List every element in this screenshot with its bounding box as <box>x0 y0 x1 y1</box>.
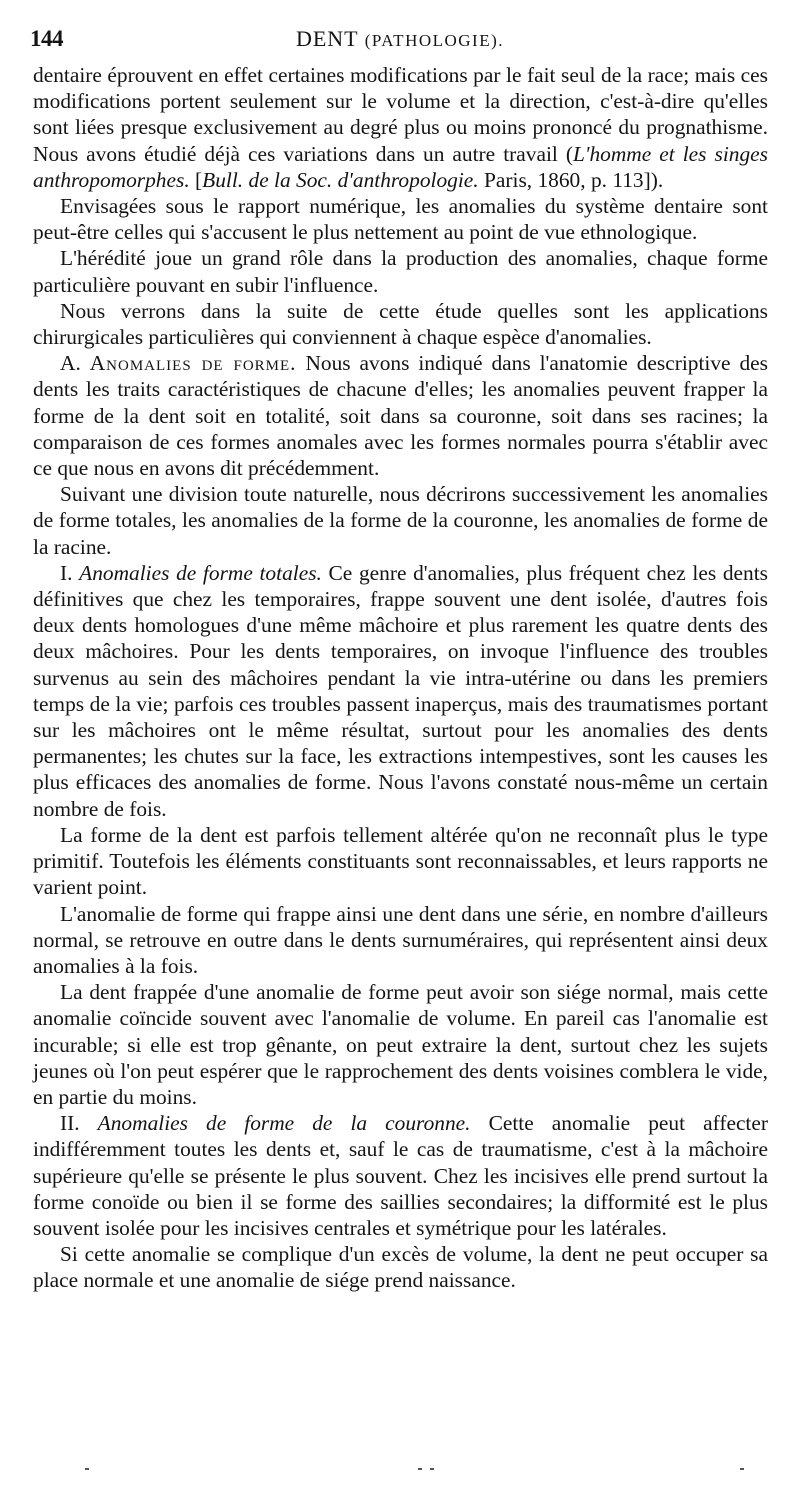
paragraph-text: La dent frappée d'une anomalie de forme peut avoir son siége normal, mais cette anomalie coïncide souvent avec l'anomalie de volume. En pareil cas l'anomalie est incurable; si elle est trop gênante, on peut extraire la dent, surtout chez les sujets jeunes où l'on peut espérer que le rapprochement des dents voisines comblera le vide, en partie du moins. <box>33 980 768 1109</box>
paragraph-text: L'hérédité joue un grand rôle dans la production des anomalies, chaque forme particulière pouvant en subir l'influence. <box>33 246 768 297</box>
running-head <box>30 26 770 52</box>
paragraph <box>33 298 768 350</box>
paragraph-text: Paris, 1860, p. 113]). <box>478 167 664 192</box>
cited-journal: Bull. de la Soc. d'anthropologie. <box>202 167 479 192</box>
subsection-heading: Anomalies de forme de la couronne. <box>97 1111 471 1136</box>
paragraph-text: Nous avons indiqué dans l'anatomie descriptive des dents les traits caractéristiques de chacune d'elles; les anomalies peuvent frapper la forme de la dent soit en totalité, soit dans sa couronne, soit dans ses racines; la comparaison de ces formes anomales avec les formes normales pourra s'établir avec ce que nous en avons dit précédemment. <box>33 351 768 481</box>
paragraph-text: Suivant une division toute naturelle, nous décrirons successivement les anomalies de forme totales, les anomalies de la forme de la couronne, les anomalies de forme de la racine. <box>33 482 768 559</box>
subsection-number: I. <box>60 560 73 585</box>
paragraph <box>33 245 768 297</box>
section-paragraph <box>33 350 768 481</box>
paragraph <box>33 1241 768 1293</box>
subsection-heading: Anomalies de forme totales. <box>79 560 322 585</box>
cited-work-title: L'homme et les singes anthropomorphes. <box>33 141 768 192</box>
speck-mark <box>430 1468 434 1470</box>
section-number: A. <box>60 351 81 376</box>
scan-specks <box>0 1468 800 1478</box>
paragraph <box>33 901 768 980</box>
section-heading: Anomalies de forme. <box>89 351 297 376</box>
paragraph-text: L'anomalie de forme qui frappe ainsi une dent dans une série, en nombre d'ailleurs normal, se retrouve en outre dans le dents surnuméraires, qui représentent ainsi deux anomalies à la fois. <box>33 901 768 978</box>
speck-mark <box>85 1468 89 1470</box>
body-text <box>33 62 768 1294</box>
paragraph-text: Si cette anomalie se complique d'un excès de volume, la dent ne peut occuper sa place normale et une anomalie de siége prend naissance. <box>33 1242 768 1293</box>
speck-mark <box>418 1468 422 1470</box>
speck-mark <box>740 1468 744 1470</box>
subsection-paragraph <box>33 1110 768 1241</box>
running-subtitle: (PATHOLOGIE). <box>364 31 505 50</box>
running-title: DENT <box>295 26 359 51</box>
paragraph-continued <box>33 62 768 193</box>
page-header <box>30 26 770 60</box>
paragraph-text: Nous verrons dans la suite de cette étude quelles sont les applications chirurgicales particulières qui conviennent à chaque espèce d'anomalies. <box>33 298 768 350</box>
paragraph <box>33 481 768 560</box>
paragraph <box>33 822 768 901</box>
paragraph-text: La forme de la dent est parfois tellement altérée qu'on ne reconnaît plus le type primitif. Toutefois les éléments constituants sont reconnaissables, et leurs rapports ne varient point. <box>33 822 768 900</box>
page-number: 144 <box>30 26 63 51</box>
subsection-number: II. <box>60 1111 80 1136</box>
paragraph <box>33 979 768 1110</box>
subsection-paragraph <box>33 560 768 822</box>
paragraph <box>33 193 768 245</box>
paragraph-text: dentaire éprouvent en effet certaines modifications par le fait seul de la race; mais ces modifications portent seulement sur le volume et la direction, c'est-à-dire qu'elles sont liées presque exclusivement au degré plus ou moins prononcé du prognathisme. Nous avons étudié déjà ces variations dans un autre travail ( <box>33 63 768 166</box>
paragraph-text: Ce genre d'anomalies, plus fréquent chez les dents définitives que chez les temporaires, frappe souvent une dent isolée, d'autres fois deux dents homologues d'une même mâchoire et plus rarement les quatre dents des deux mâchoires. Pour les dents temporaires, on invoque l'influence des troubles survenus au sein des mâchoires pendant la vie intra-utérine ou dans les premiers temps de la vie; parfois ces troubles passent inaperçus, mais des traumatismes portant sur les mâchoires ont le même résultat, surtout pour les anomalies des dents permanentes; les chutes sur la face, les extractions intempestives, sont les causes les plus efficaces des anomalies de forme. Nous l'avons constaté nous-même un certain nombre de fois. <box>33 560 768 821</box>
paragraph-text: Cette anomalie peut affecter indifféremment toutes les dents et, sauf le cas de traumatisme, c'est à la mâchoire supérieure qu'elle se présente le plus souvent. Chez les incisives elle prend surtout la forme conoïde ou bien il se forme des saillies secondaires; la difformité est le plus souvent isolée pour les incisives centrales et symétrique pour les latérales. <box>33 1111 768 1240</box>
paragraph-text: Envisagées sous le rapport numérique, les anomalies du système dentaire sont peut-être celles qui s'accusent le plus nettement au point de vue ethnologique. <box>33 194 768 245</box>
paragraph-text: [ <box>189 167 203 192</box>
